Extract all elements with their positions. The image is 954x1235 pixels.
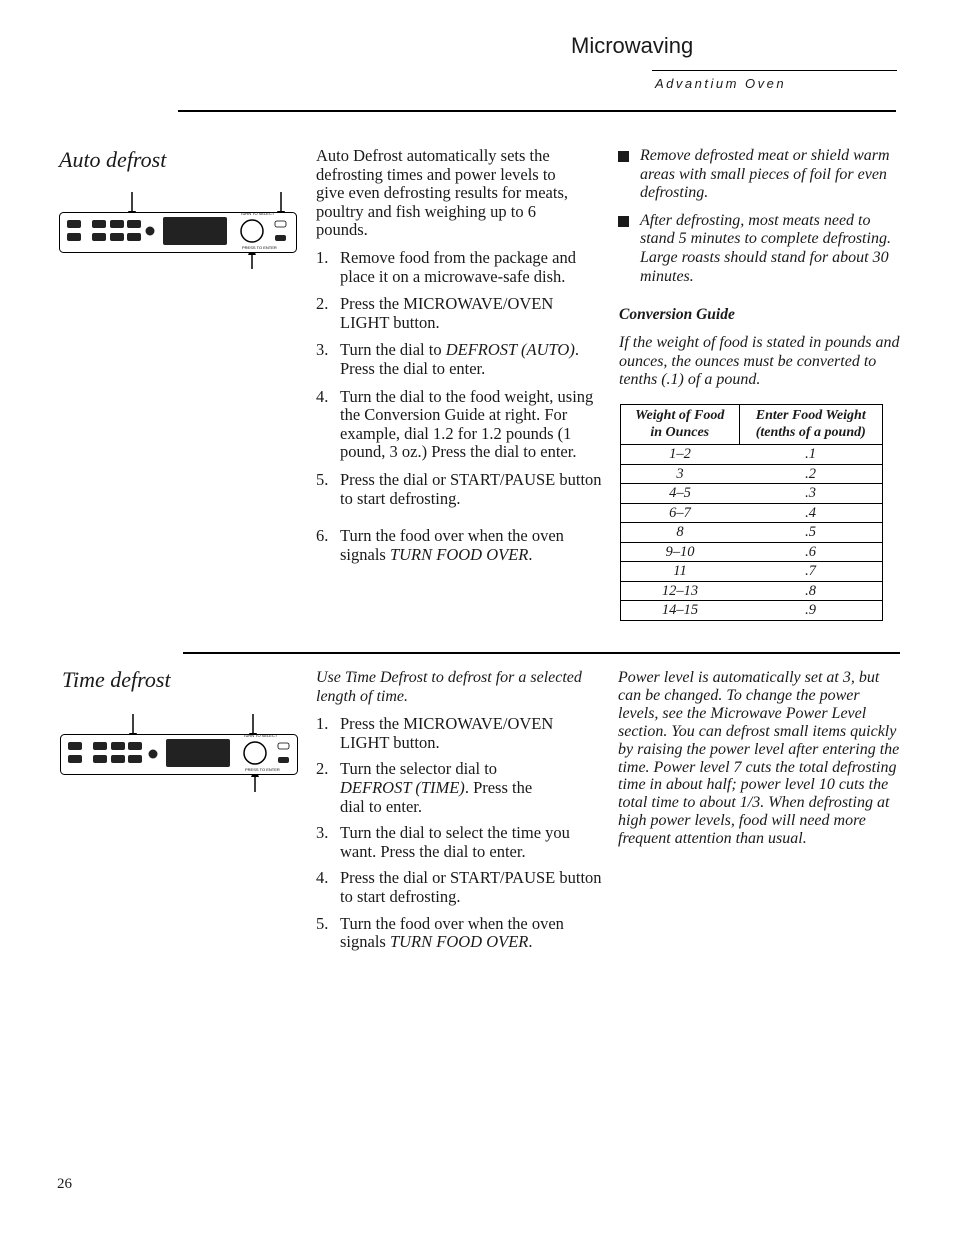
step-item: 1. Press the MICROWAVE/OVEN LIGHT button.	[316, 714, 554, 752]
svg-text:PRESS TO ENTER: PRESS TO ENTER	[242, 245, 277, 250]
auto-defrost-steps	[316, 249, 604, 564]
conversion-table	[620, 404, 883, 621]
table-header: Enter Food Weight (tenths of a pound)	[739, 405, 883, 445]
time-defrost-intro: Use Time Defrost to defrost for a selected length of time.	[316, 669, 582, 705]
bullet-square-icon	[618, 216, 629, 227]
table-row	[621, 445, 883, 465]
table-row	[621, 601, 883, 621]
table-cell-ounces: 4–5	[621, 484, 740, 504]
table-row	[621, 523, 883, 543]
table-cell-ounces: 3	[621, 464, 740, 484]
table-cell-tenths: .3	[739, 484, 883, 504]
svg-text:TURN TO SELECT: TURN TO SELECT	[240, 211, 275, 216]
control-panel-illustration-time	[60, 714, 300, 799]
table-row	[621, 484, 883, 504]
svg-text:TURN TO SELECT: TURN TO SELECT	[243, 733, 278, 738]
table-cell-ounces: 1–2	[621, 445, 740, 465]
step-item: 3. Turn the dial to DEFROST (AUTO). Press the dial to enter.	[316, 340, 579, 378]
table-cell-ounces: 6–7	[621, 503, 740, 523]
section-divider	[183, 652, 900, 654]
table-cell-tenths: .7	[739, 562, 883, 582]
step-item: 1. Remove food from the package and place it on a microwave-safe dish.	[316, 247, 576, 286]
table-cell-tenths: .5	[739, 523, 883, 543]
table-cell-tenths: .1	[739, 445, 883, 465]
table-cell-ounces: 14–15	[621, 601, 740, 621]
page-header-subtitle: Advantium Oven	[655, 76, 787, 91]
auto-defrost-intro: Auto Defrost automatically sets the defrosting times and power levels to give even defrosting results for meats, poultry and fish weighing up to 6 pounds.	[316, 146, 569, 240]
step-item: 4. Press the dial or START/PAUSE button to start defrosting.	[316, 868, 602, 906]
step-item: 3. Turn the dial to select the time you want. Press the dial to enter.	[316, 823, 570, 861]
header-rule	[178, 110, 896, 112]
table-cell-tenths: .9	[739, 601, 883, 621]
table-cell-tenths: .8	[739, 581, 883, 601]
step-item: 5. Press the dial or START/PAUSE button to start defrosting.	[316, 469, 602, 508]
conversion-guide-text: If the weight of food is stated in pounds and ounces, the ounces must be converted to tenths (.1) of a pound.	[619, 334, 900, 389]
table-row	[621, 542, 883, 562]
auto-defrost-title: Auto defrost	[59, 147, 167, 172]
control-panel-illustration-auto	[59, 192, 299, 277]
time-defrost-instructions	[316, 669, 604, 952]
conversion-guide-title: Conversion Guide	[619, 306, 735, 323]
auto-defrost-instructions	[316, 147, 604, 564]
step-item: 6. Turn the food over when the oven signals TURN FOOD OVER.	[316, 526, 564, 564]
table-row	[621, 562, 883, 582]
tip-item: After defrosting, most meats need to stand 5 minutes to complete defrosting. Large roasts should stand for about 30 minutes.	[618, 212, 902, 286]
table-cell-tenths: .2	[739, 464, 883, 484]
table-cell-tenths: .6	[739, 542, 883, 562]
table-cell-tenths: .4	[739, 503, 883, 523]
svg-text:PRESS TO ENTER: PRESS TO ENTER	[245, 767, 280, 772]
table-row	[621, 464, 883, 484]
step-item: 5. Turn the food over when the oven signals TURN FOOD OVER.	[316, 913, 564, 952]
step-item: 4. Turn the dial to the food weight, using the Conversion Guide at right. For example, dial 1.2 for 1.2 pounds (1 pound, 3 oz.) Press the dial to enter.	[316, 386, 594, 462]
power-level-note: Power level is automatically set at 3, but can be changed. To change the power levels, see the Microwave Power Level section. You can defrost small items quickly by raising the power level after entering the time. Power level 7 cuts the total defrosting time in about half; power level 10 cuts the total time to about 1/3. When defrosting at high power levels, food will need more frequent attention than usual.	[618, 669, 900, 848]
auto-defrost-tips	[618, 147, 902, 286]
step-item: 2. Turn the selector dial to DEFROST (TIME). Press the dial to enter.	[316, 759, 533, 816]
table-header: Weight of Food in Ounces	[621, 405, 740, 445]
bullet-square-icon	[618, 151, 629, 162]
table-cell-ounces: 11	[621, 562, 740, 582]
table-cell-ounces: 9–10	[621, 542, 740, 562]
step-item: 2. Press the MICROWAVE/OVEN LIGHT button.	[316, 294, 554, 332]
page-number: 26	[57, 1176, 72, 1192]
time-defrost-title: Time defrost	[62, 667, 171, 692]
table-cell-ounces: 8	[621, 523, 740, 543]
tip-item: Remove defrosted meat or shield warm areas with small pieces of foil for even defrosting.	[618, 147, 902, 203]
table-row	[621, 581, 883, 601]
table-cell-ounces: 12–13	[621, 581, 740, 601]
time-defrost-steps	[316, 715, 604, 952]
header-divider	[652, 70, 897, 71]
table-row	[621, 503, 883, 523]
page-header-title: Microwaving	[571, 33, 694, 58]
